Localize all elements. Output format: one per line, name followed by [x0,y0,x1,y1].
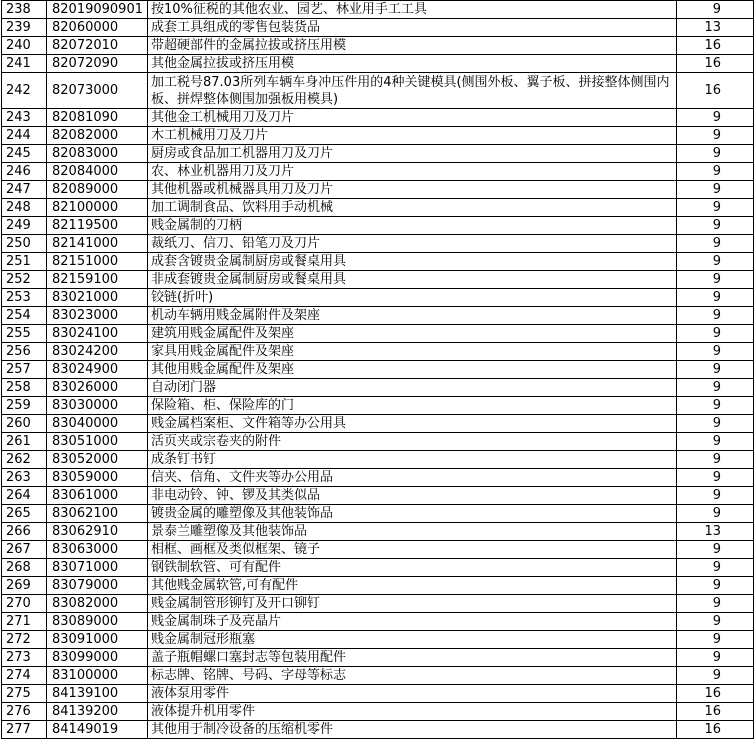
tariff-code: 84139100 [47,685,148,703]
tariff-code: 82073000 [47,73,148,109]
rebate-rate: 13 [677,523,754,541]
item-description: 加工税号87.03所列车辆车身冲压件用的4种关键模具(侧围外板、翼子板、拼接整体侧围内板、拼焊整体侧围加强板用模具) [148,73,677,109]
table-row [2,145,754,163]
tariff-code: 83082000 [47,595,148,613]
rebate-rate: 16 [677,685,754,703]
row-number: 256 [2,343,47,361]
tariff-code: 83051000 [47,433,148,451]
table-row [2,487,754,505]
row-number: 254 [2,307,47,325]
table-row [2,523,754,541]
rebate-rate: 9 [677,451,754,469]
item-description: 家具用贱金属配件及架座 [148,343,677,361]
rebate-rate: 9 [677,595,754,613]
tariff-code: 82083000 [47,145,148,163]
row-number: 266 [2,523,47,541]
item-description: 非电动铃、钟、锣及其类似品 [148,487,677,505]
item-description: 加工调制食品、饮料用手动机械 [148,199,677,217]
row-number: 271 [2,613,47,631]
rebate-rate: 9 [677,577,754,595]
rebate-rate: 13 [677,19,754,37]
tariff-code: 83100000 [47,667,148,685]
table-body [2,1,754,739]
rebate-rate: 9 [677,181,754,199]
table-row [2,1,754,19]
rebate-rate: 9 [677,1,754,19]
tariff-code: 82072010 [47,37,148,55]
row-number: 274 [2,667,47,685]
rebate-rate: 9 [677,433,754,451]
item-description: 钢铁制软管、可有配件 [148,559,677,577]
row-number: 246 [2,163,47,181]
rebate-rate: 9 [677,235,754,253]
tariff-code: 84149019 [47,721,148,739]
row-number: 270 [2,595,47,613]
tariff-code: 82100000 [47,199,148,217]
row-number: 242 [2,73,47,109]
item-description: 成套工具组成的零售包装货品 [148,19,677,37]
rebate-rate: 9 [677,307,754,325]
rebate-rate: 9 [677,631,754,649]
item-description: 其他金属拉拔或挤压用模 [148,55,677,73]
table-row [2,469,754,487]
row-number: 239 [2,19,47,37]
table-row [2,703,754,721]
rebate-rate: 9 [677,505,754,523]
table-row [2,433,754,451]
item-description: 按10%征税的其他农业、园艺、林业用手工工具 [148,1,677,19]
table-row [2,613,754,631]
row-number: 251 [2,253,47,271]
row-number: 262 [2,451,47,469]
tariff-code: 82081090 [47,109,148,127]
table-row [2,55,754,73]
table-row [2,307,754,325]
item-description: 液体泵用零件 [148,685,677,703]
row-number: 265 [2,505,47,523]
table-row [2,505,754,523]
table-row [2,577,754,595]
table-row [2,631,754,649]
rebate-rate: 9 [677,217,754,235]
item-description: 相框、画框及类似框架、镜子 [148,541,677,559]
tariff-code: 83026000 [47,379,148,397]
tariff-code: 83099000 [47,649,148,667]
table-row [2,649,754,667]
item-description: 成套含镀贵金属制厨房或餐桌用具 [148,253,677,271]
row-number: 264 [2,487,47,505]
table-row [2,37,754,55]
row-number: 249 [2,217,47,235]
rebate-rate: 9 [677,343,754,361]
tariff-code: 83061000 [47,487,148,505]
table-row [2,199,754,217]
tariff-code: 83024900 [47,361,148,379]
tariff-code: 82084000 [47,163,148,181]
row-number: 276 [2,703,47,721]
row-number: 241 [2,55,47,73]
rebate-rate: 9 [677,469,754,487]
table-row [2,415,754,433]
tariff-code: 82119500 [47,217,148,235]
tariff-code: 83089000 [47,613,148,631]
row-number: 248 [2,199,47,217]
item-description: 其他用于制冷设备的压缩机零件 [148,721,677,739]
row-number: 253 [2,289,47,307]
row-number: 250 [2,235,47,253]
tariff-code: 83059000 [47,469,148,487]
item-description: 液体提升机用零件 [148,703,677,721]
item-description: 贱金属制珠子及亮晶片 [148,613,677,631]
item-description: 盖子瓶帽螺口塞封志等包装用配件 [148,649,677,667]
rebate-rate: 9 [677,289,754,307]
table-row [2,19,754,37]
rebate-rate: 16 [677,703,754,721]
table-row [2,163,754,181]
tariff-code: 83021000 [47,289,148,307]
table-row [2,361,754,379]
tariff-table [1,0,754,739]
row-number: 260 [2,415,47,433]
item-description: 铰链(折叶) [148,289,677,307]
table-row [2,253,754,271]
row-number: 267 [2,541,47,559]
rebate-rate: 9 [677,127,754,145]
rebate-rate: 16 [677,721,754,739]
tariff-code: 82072090 [47,55,148,73]
rebate-rate: 9 [677,415,754,433]
item-description: 贱金属制管形铆钉及开口铆钉 [148,595,677,613]
table-row [2,667,754,685]
item-description: 裁纸刀、信刀、铅笔刀及刀片 [148,235,677,253]
table-row [2,271,754,289]
item-description: 信夹、信角、文件夹等办公用品 [148,469,677,487]
tariff-code: 83079000 [47,577,148,595]
row-number: 243 [2,109,47,127]
row-number: 240 [2,37,47,55]
rebate-rate: 9 [677,253,754,271]
rebate-rate: 9 [677,271,754,289]
rebate-rate: 9 [677,613,754,631]
item-description: 非成套镀贵金属制厨房或餐桌用具 [148,271,677,289]
rebate-rate: 9 [677,199,754,217]
item-description: 镀贵金属的雕塑像及其他装饰品 [148,505,677,523]
row-number: 257 [2,361,47,379]
item-description: 其他金工机械用刀及刀片 [148,109,677,127]
table-row [2,595,754,613]
tariff-code: 83062100 [47,505,148,523]
table-row [2,109,754,127]
rebate-rate: 9 [677,361,754,379]
row-number: 275 [2,685,47,703]
rebate-rate: 9 [677,163,754,181]
item-description: 自动闭门器 [148,379,677,397]
tariff-code: 83052000 [47,451,148,469]
table-row [2,73,754,109]
tariff-code: 83024200 [47,343,148,361]
rebate-rate: 9 [677,559,754,577]
item-description: 成条钉书钉 [148,451,677,469]
rebate-rate: 9 [677,379,754,397]
table-row [2,235,754,253]
rebate-rate: 9 [677,541,754,559]
table-row [2,325,754,343]
tariff-code: 82089000 [47,181,148,199]
rebate-rate: 9 [677,487,754,505]
row-number: 247 [2,181,47,199]
rebate-rate: 16 [677,37,754,55]
item-description: 其他用贱金属配件及架座 [148,361,677,379]
tariff-code: 83071000 [47,559,148,577]
row-number: 244 [2,127,47,145]
row-number: 252 [2,271,47,289]
row-number: 263 [2,469,47,487]
table-row [2,685,754,703]
row-number: 273 [2,649,47,667]
tariff-code: 83062910 [47,523,148,541]
tariff-code: 83040000 [47,415,148,433]
item-description: 保险箱、柜、保险库的门 [148,397,677,415]
row-number: 277 [2,721,47,739]
item-description: 木工机械用刀及刀片 [148,127,677,145]
row-number: 261 [2,433,47,451]
rebate-rate: 9 [677,649,754,667]
rebate-rate: 9 [677,397,754,415]
table-row [2,217,754,235]
item-description: 景泰兰雕塑像及其他装饰品 [148,523,677,541]
tariff-code: 83030000 [47,397,148,415]
tariff-code: 82019090901 [47,1,148,19]
row-number: 255 [2,325,47,343]
table-row [2,451,754,469]
tariff-code: 83024100 [47,325,148,343]
item-description: 建筑用贱金属配件及架座 [148,325,677,343]
row-number: 238 [2,1,47,19]
row-number: 259 [2,397,47,415]
tariff-code: 82159100 [47,271,148,289]
tariff-code: 83063000 [47,541,148,559]
tariff-code: 82060000 [47,19,148,37]
item-description: 贱金属档案柜、文件箱等办公用具 [148,415,677,433]
item-description: 贱金属制冠形瓶塞 [148,631,677,649]
table-row [2,541,754,559]
tariff-code: 83023000 [47,307,148,325]
item-description: 带超硬部件的金属拉拔或挤压用模 [148,37,677,55]
table-row [2,559,754,577]
tariff-code: 82151000 [47,253,148,271]
item-description: 机动车辆用贱金属附件及架座 [148,307,677,325]
item-description: 贱金属制的刀柄 [148,217,677,235]
row-number: 269 [2,577,47,595]
tariff-code: 82141000 [47,235,148,253]
table-row [2,397,754,415]
item-description: 标志牌、铭牌、号码、字母等标志 [148,667,677,685]
row-number: 268 [2,559,47,577]
row-number: 272 [2,631,47,649]
tariff-code: 84139200 [47,703,148,721]
rebate-rate: 16 [677,55,754,73]
row-number: 245 [2,145,47,163]
item-description: 农、林业机器用刀及刀片 [148,163,677,181]
table-row [2,127,754,145]
rebate-rate: 9 [677,667,754,685]
item-description: 其他贱金属软管,可有配件 [148,577,677,595]
tariff-code: 82082000 [47,127,148,145]
rebate-rate: 9 [677,109,754,127]
table-row [2,181,754,199]
tariff-code: 83091000 [47,631,148,649]
row-number: 258 [2,379,47,397]
table-row [2,379,754,397]
rebate-rate: 9 [677,145,754,163]
rebate-rate: 16 [677,73,754,109]
table-row [2,289,754,307]
item-description: 厨房或食品加工机器用刀及刀片 [148,145,677,163]
rebate-rate: 9 [677,325,754,343]
table-row [2,343,754,361]
item-description: 其他机器或机械器具用刀及刀片 [148,181,677,199]
item-description: 活页夹或宗卷夹的附件 [148,433,677,451]
table-row [2,721,754,739]
